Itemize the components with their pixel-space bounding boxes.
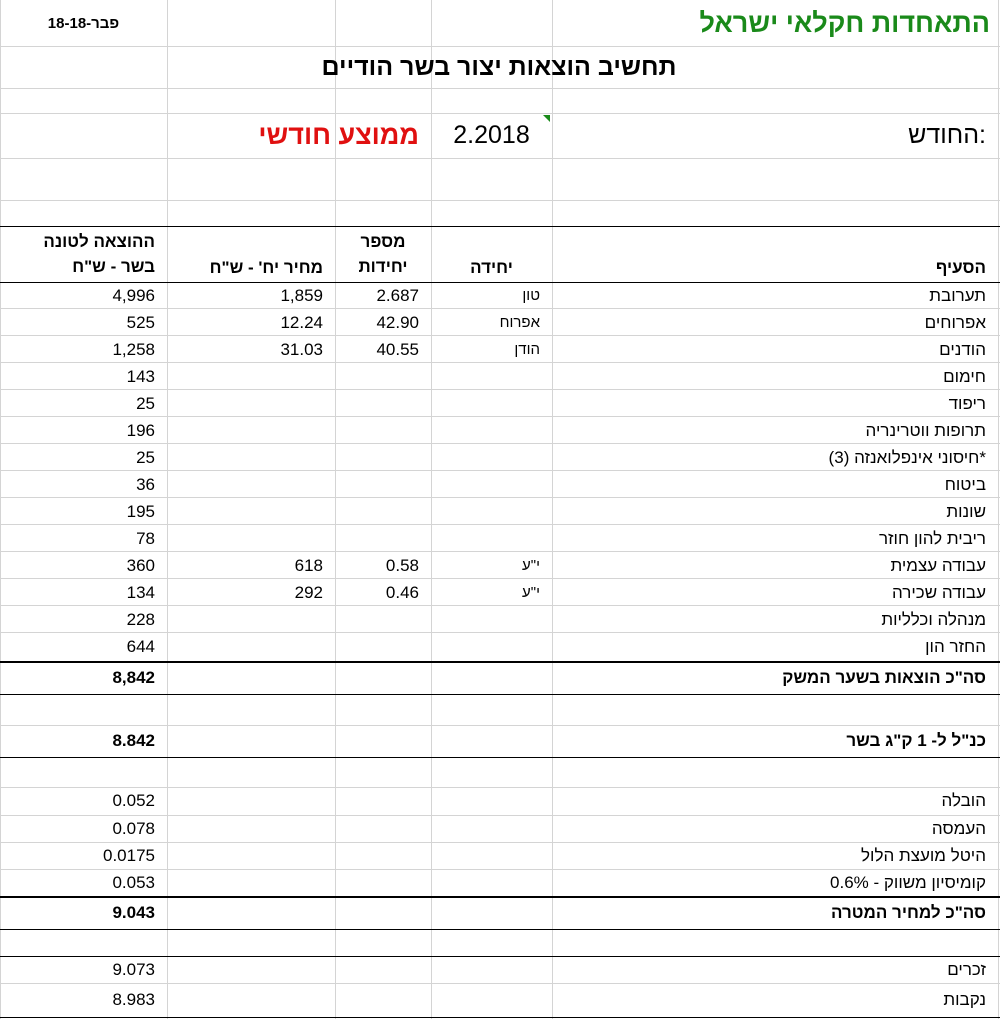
row-price: 618 — [294, 555, 323, 575]
month-value: 2.2018 — [453, 121, 530, 149]
row-item: שונות — [946, 501, 986, 521]
row-item: עבודה עצמית — [890, 555, 986, 575]
target-price-label: סה"כ למחיר המטרה — [831, 902, 986, 922]
per-kg-label: כנ"ל ל- 1 ק"ג בשר — [846, 731, 986, 750]
col-header-expense-line2: בשר - ש"ח — [72, 257, 155, 276]
row-expense: 196 — [126, 420, 155, 440]
extra-value: 0.0175 — [103, 845, 155, 865]
col-header-unit-price: מחיר יח' - ש"ח — [209, 258, 323, 277]
row-expense: 25 — [136, 393, 155, 413]
row-item: תרופות ווטרינריה — [865, 420, 986, 440]
row-price — [167, 363, 335, 390]
page-title: תחשיב הוצאות יצור בשר הודיים — [321, 52, 677, 81]
row-unit — [431, 633, 552, 660]
gender-item: נקבות — [943, 990, 986, 1009]
per-kg-value: 8.842 — [112, 731, 155, 750]
col-header-expense-line1: ההוצאה לטונה — [43, 232, 155, 251]
row-count: 0.58 — [385, 555, 419, 575]
row-item: הודנים — [939, 339, 986, 359]
col-header-expense-per-ton — [0, 226, 167, 282]
col-header-units-count-line1: מספר — [360, 232, 406, 251]
row-unit — [431, 606, 552, 633]
row-expense: 228 — [126, 609, 155, 629]
row-unit: י"ע — [522, 557, 540, 574]
row-count: 0.46 — [385, 582, 419, 602]
row-expense: 134 — [126, 582, 155, 602]
row-unit — [431, 444, 552, 471]
row-unit — [431, 525, 552, 552]
row-expense: 143 — [126, 366, 155, 386]
col-header-unit: יחידה — [470, 258, 513, 277]
total-farm-gate-value: 8,842 — [112, 667, 155, 687]
row-price: 1,859 — [280, 285, 323, 305]
extra-item: הובלה — [941, 791, 986, 810]
row-expense: 1,258 — [112, 339, 155, 359]
row-unit — [431, 417, 552, 444]
row-price — [167, 633, 335, 660]
month-label: החודש: — [908, 121, 986, 149]
target-price-value: 9.043 — [112, 902, 155, 922]
row-item: מנהלה וכלליות — [881, 609, 986, 629]
row-count: 42.90 — [376, 312, 419, 332]
row-unit: אפרוח — [499, 314, 540, 331]
row-price: 292 — [294, 582, 323, 602]
row-unit — [431, 363, 552, 390]
gender-value: 8.983 — [112, 990, 155, 1009]
row-price — [167, 498, 335, 525]
row-unit — [431, 498, 552, 525]
row-expense: 25 — [136, 447, 155, 467]
row-count — [335, 417, 431, 444]
comment-indicator-icon — [543, 115, 550, 122]
col-header-item: הסעיף — [935, 258, 986, 277]
total-farm-gate-label: סה"כ הוצאות בשער המשק — [782, 667, 986, 687]
row-price — [167, 417, 335, 444]
row-item: אפרוחים — [924, 312, 986, 332]
row-unit — [431, 471, 552, 498]
row-item: ביטוח — [944, 474, 986, 494]
row-count — [335, 444, 431, 471]
row-expense: 78 — [136, 528, 155, 548]
row-price: 12.24 — [280, 312, 323, 332]
gender-item: זכרים — [947, 959, 986, 979]
row-unit — [431, 390, 552, 417]
row-expense: 36 — [136, 474, 155, 494]
extra-item: קומיסיון משווק - 0.6% — [830, 872, 986, 892]
row-item: ריבית להון חוזר — [878, 528, 986, 548]
grid-line — [998, 0, 999, 1019]
report-date: 18-פבר-18 — [47, 14, 120, 32]
row-count — [335, 633, 431, 660]
row-count — [335, 471, 431, 498]
row-item: חימום — [943, 366, 986, 386]
org-title: התאחדות חקלאי ישראל — [699, 7, 990, 38]
row-unit: טון — [522, 287, 540, 304]
row-expense: 644 — [126, 636, 155, 656]
row-expense: 525 — [126, 312, 155, 332]
row-item: עבודה שכירה — [892, 582, 986, 602]
row-count — [335, 498, 431, 525]
row-count: 2.687 — [376, 285, 419, 305]
row-expense: 360 — [126, 555, 155, 575]
col-header-units-count-line2: יחידות — [358, 257, 408, 276]
extra-value: 0.078 — [112, 818, 155, 838]
col-header-units-count — [335, 226, 431, 282]
row-item: החזר הון — [925, 636, 986, 656]
row-count — [335, 390, 431, 417]
row-item: תערובת — [929, 285, 986, 305]
extra-item: היטל מועצת הלול — [861, 845, 986, 865]
row-expense: 4,996 — [112, 285, 155, 305]
row-price — [167, 471, 335, 498]
row-price — [167, 525, 335, 552]
gender-value: 9.073 — [112, 959, 155, 979]
extra-item: העמסה — [931, 818, 986, 838]
row-count — [335, 606, 431, 633]
row-price — [167, 606, 335, 633]
extra-value: 0.052 — [112, 791, 155, 810]
extra-value: 0.053 — [112, 872, 155, 892]
row-item: חיסוני אינפלואנזה (3)* — [828, 447, 986, 467]
row-expense: 195 — [126, 501, 155, 521]
row-count — [335, 363, 431, 390]
row-item: ריפוד — [948, 393, 986, 413]
row-unit: י"ע — [522, 584, 540, 601]
row-price — [167, 444, 335, 471]
row-count — [335, 525, 431, 552]
row-price: 31.03 — [280, 339, 323, 359]
row-count: 40.55 — [376, 339, 419, 359]
row-price — [167, 390, 335, 417]
row-unit: הודן — [514, 341, 540, 358]
avg-label: ממוצע חודשי — [258, 120, 419, 150]
